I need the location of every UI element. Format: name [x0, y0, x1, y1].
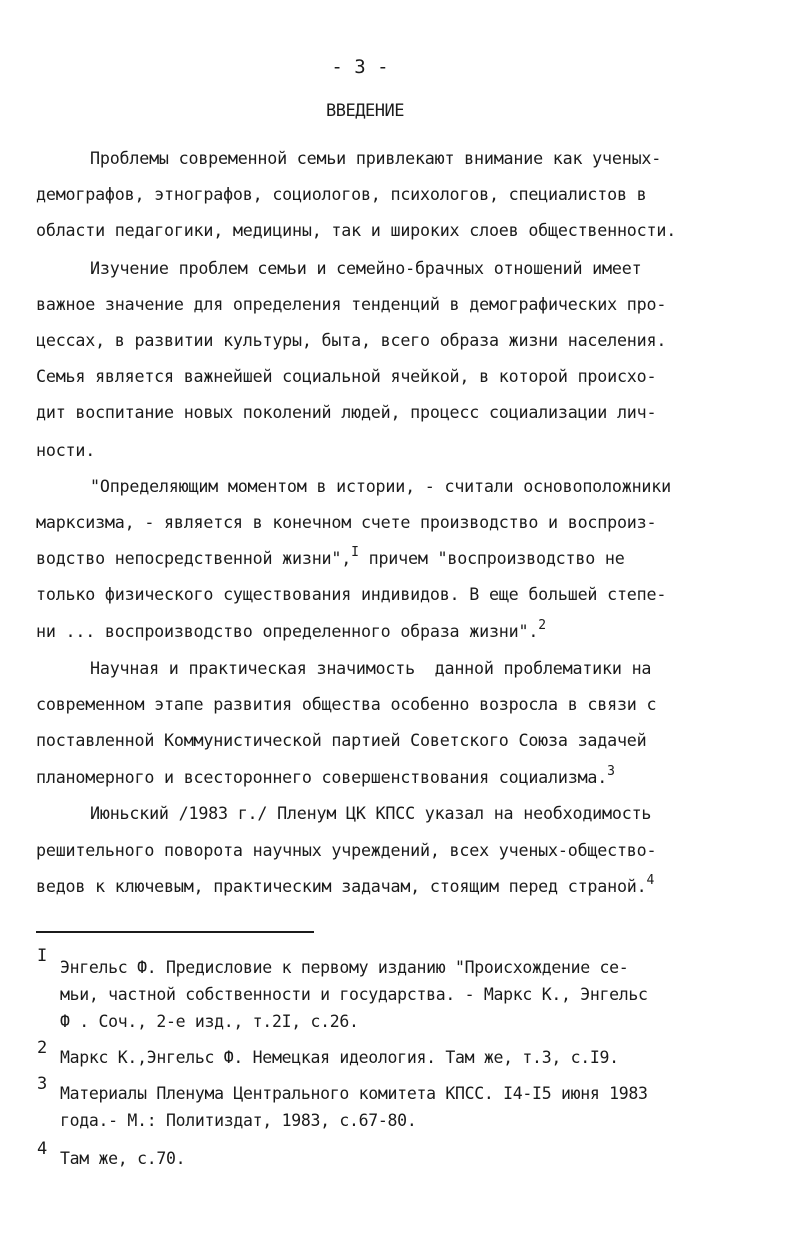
footnote-line: Там же, с.70. — [60, 1149, 186, 1168]
page-title: ВВЕДЕНИЕ — [326, 101, 404, 121]
text-line: Изучение проблем семьи и семейно-брачных отношений имеет — [90, 258, 642, 278]
footnote-number: 3 — [37, 1074, 48, 1094]
text-line: поставленной Коммунистической партией Советского Союза задачей — [36, 730, 647, 750]
text-segment: планомерного и всестороннего совершенствования социализма. — [36, 767, 608, 787]
footnote-ref[interactable]: 3 — [607, 764, 615, 779]
footnote-number: I — [37, 946, 48, 966]
text-line: демографов, этнографов, социологов, психологов, специалистов в — [36, 184, 647, 204]
footnote-ref[interactable]: I — [351, 545, 359, 560]
text-line: "Определяющим моментом в истории, - считали основоположники — [90, 476, 671, 496]
footnote-line: Маркс К.,Энгельс Ф. Немецкая идеология. Там же, т.3, с.I9. — [60, 1048, 619, 1067]
text-line: области педагогики, медицины, так и широких слоев общественности. — [36, 220, 677, 240]
text-segment: ни ... воспроизводство определенного образа жизни". — [36, 621, 539, 641]
text-line: цессах, в развитии культуры, быта, всего образа жизни населения. — [36, 330, 667, 350]
footnote-line: мьи, частной собственности и государства. - Маркс К., Энгельс — [60, 985, 648, 1004]
text-line: марксизма, - является в конечном счете производство и воспроиз- — [36, 512, 657, 532]
footnote-line: года.- М.: Политиздат, 1983, с.67-80. — [60, 1111, 417, 1130]
text-line: решительного поворота научных учреждений, всех ученых-общество- — [36, 840, 657, 860]
text-line: ности. — [36, 440, 96, 460]
text-line: важное значение для определения тенденций в демографических про- — [36, 294, 667, 314]
text-line: современном этапе развития общества особенно возросла в связи с — [36, 694, 657, 714]
footnote-line: Материалы Пленума Центрального комитета КПСС. I4-I5 июня 1983 — [60, 1084, 648, 1103]
text-line — [36, 764, 615, 787]
footnote-number: 2 — [37, 1038, 48, 1058]
text-segment: причем "воспроизводство не — [358, 548, 625, 568]
text-segment: водство непосредственной жизни", — [36, 548, 352, 568]
text-line: Проблемы современной семьи привлекают внимание как ученых- — [90, 148, 662, 168]
footnote-number: 4 — [37, 1139, 48, 1159]
footnote-line: Энгельс Ф. Предисловие к первому изданию "Происхождение се- — [60, 958, 629, 977]
text-segment: ведов к ключевым, практическим задачам, стоящим перед страной. — [36, 876, 647, 896]
text-line: дит воспитание новых поколений людей, процесс социализации лич- — [36, 402, 657, 422]
text-line: Семья является важнейшей социальной ячейкой, в которой происхо- — [36, 366, 657, 386]
footnote-ref[interactable]: 2 — [538, 618, 546, 633]
text-line — [36, 873, 655, 896]
text-line — [36, 545, 625, 568]
footnote-divider — [36, 931, 314, 933]
footnote-ref[interactable]: 4 — [646, 873, 655, 888]
page-number: - 3 - — [331, 56, 389, 78]
text-line: Июньский /1983 г./ Пленум ЦК КПСС указал на необходимость — [90, 803, 652, 823]
footnote-line: Ф . Соч., 2-е изд., т.2I, с.26. — [60, 1012, 359, 1031]
text-line: Научная и практическая значимость данной проблематики на — [90, 658, 652, 678]
text-line: только физического существования индивидов. В еще большей степе- — [36, 584, 667, 604]
text-line — [36, 618, 546, 641]
